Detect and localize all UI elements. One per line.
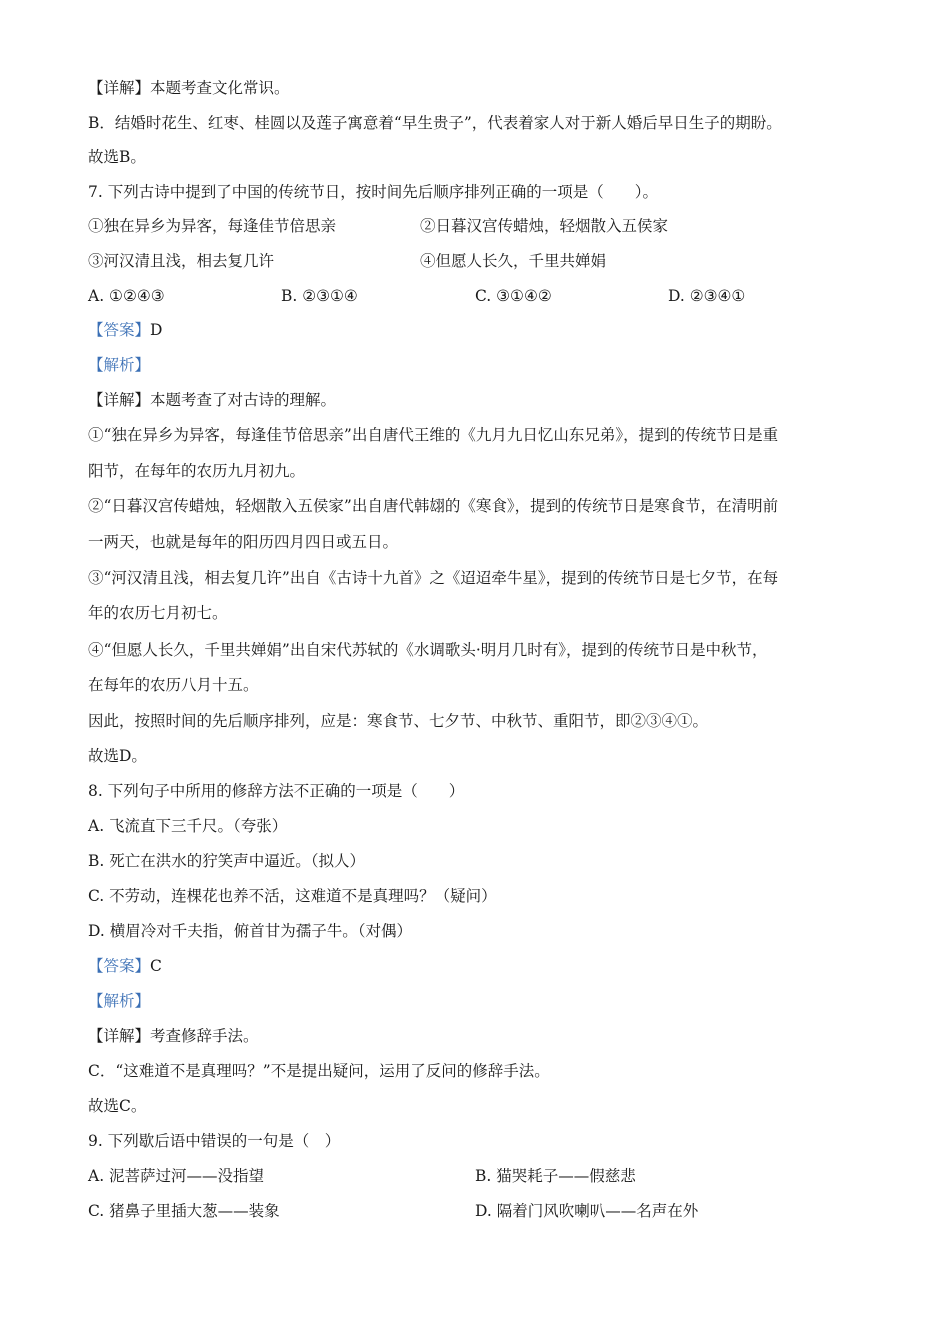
- q8-option-d: D. 横眉冷对千夫指，俯首甘为孺子牛。（对偶）: [88, 922, 412, 940]
- answer-label: 【答案】: [88, 321, 151, 339]
- q9-option-d: D. 隔着门风吹喇叭——名声在外: [475, 1202, 699, 1220]
- q8-line: 故选C。: [88, 1097, 147, 1115]
- q7-option-b: B. ②③①④: [281, 287, 358, 305]
- q8-option-c: C. 不劳动，连棵花也养不活，这难道不是真理吗？（疑问）: [88, 887, 497, 905]
- q7-line: ②“日暮汉宫传蜡烛，轻烟散入五侯家”出自唐代韩翃的《寒食》，提到的传统节日是寒食节，在清明前: [88, 497, 779, 515]
- q8-detail: 【详解】考查修辞手法。: [88, 1027, 259, 1045]
- q7-line: 阳节，在每年的农历九月初九。: [88, 462, 306, 480]
- q7-line: ④“但愿人长久，千里共婵娟”出自宋代苏轼的《水调歌头·明月几时有》，提到的传统节日是中秋节，: [88, 641, 768, 659]
- answer-value: D: [150, 321, 163, 339]
- q8-answer: [88, 955, 162, 977]
- q7-line: 因此，按照时间的先后顺序排列，应是：寒食节、七夕节、中秋节、重阳节，即②③④①。: [88, 712, 709, 730]
- q8-line: C．“这难道不是真理吗？”不是提出疑问，运用了反问的修辞手法。: [88, 1062, 550, 1080]
- q7-poem-4: ④但愿人长久，千里共婵娟: [420, 252, 607, 270]
- answer-label: 【答案】: [88, 957, 151, 975]
- explanation-line: B．结婚时花生、红枣、桂圆以及莲子寓意着“早生贵子”，代表着家人对于新人婚后早日生子的期盼。: [88, 114, 782, 132]
- q7-poem-2: ②日暮汉宫传蜡烛，轻烟散入五侯家: [420, 217, 669, 235]
- q8-analysis-label: 【解析】: [88, 992, 151, 1010]
- q7-line: 在每年的农历八月十五。: [88, 676, 259, 694]
- q7-line: ①“独在异乡为异客，每逢佳节倍思亲”出自唐代王维的《九月九日忆山东兄弟》，提到的传统节日是重: [88, 426, 779, 444]
- q7-option-d: D. ②③④①: [668, 287, 746, 305]
- q7-answer: [88, 319, 162, 341]
- choice-line: 故选B。: [88, 148, 146, 166]
- q9-option-c: C. 猪鼻子里插大葱——装象: [88, 1202, 280, 1220]
- q8-stem: 8. 下列句子中所用的修辞方法不正确的一项是（ ）: [88, 782, 465, 800]
- q8-option-a: A. 飞流直下三千尺。（夸张）: [88, 817, 288, 835]
- q7-detail: 【详解】本题考查了对古诗的理解。: [88, 391, 337, 409]
- answer-value: C: [150, 957, 162, 975]
- q7-stem: 7. 下列古诗中提到了中国的传统节日，按时间先后顺序排列正确的一项是（ ）。: [88, 183, 658, 201]
- q8-option-b: B. 死亡在洪水的狞笑声中逼近。（拟人）: [88, 852, 365, 870]
- detail-line: 【详解】本题考查文化常识。: [88, 79, 290, 97]
- q7-poem-3: ③河汉清且浅，相去复几许: [88, 252, 275, 270]
- q7-line: 一两天，也就是每年的阳历四月四日或五日。: [88, 533, 399, 551]
- q9-option-b: B. 猫哭耗子——假慈悲: [475, 1167, 636, 1185]
- q7-option-a: A. ①②④③: [88, 287, 165, 305]
- q7-line: ③“河汉清且浅，相去复几许”出自《古诗十九首》之《迢迢牵牛星》，提到的传统节日是七夕节，在每: [88, 569, 779, 587]
- q7-poem-1: ①独在异乡为异客，每逢佳节倍思亲: [88, 217, 337, 235]
- q7-line: 故选D。: [88, 747, 147, 765]
- q7-analysis-label: 【解析】: [88, 356, 151, 374]
- q9-option-a: A. 泥菩萨过河——没指望: [88, 1167, 265, 1185]
- q7-option-c: C. ③①④②: [475, 287, 552, 305]
- q7-line: 年的农历七月初七。: [88, 604, 228, 622]
- q9-stem: 9. 下列歇后语中错误的一句是（ ）: [88, 1132, 341, 1150]
